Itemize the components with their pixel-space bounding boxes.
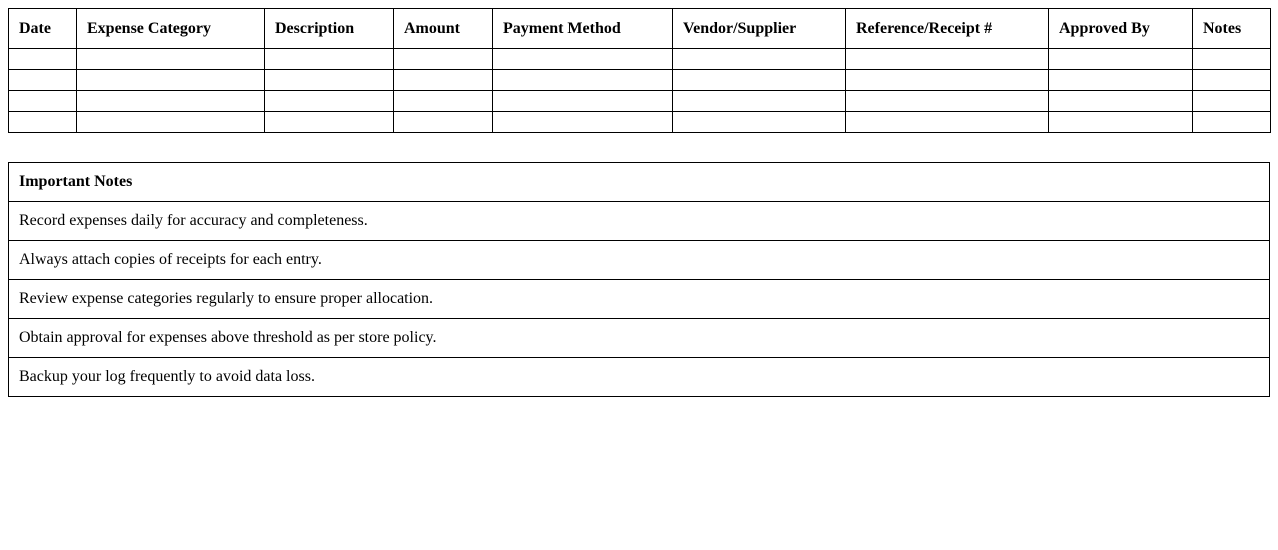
table-cell[interactable] (265, 49, 394, 70)
table-cell[interactable] (9, 49, 77, 70)
table-cell[interactable] (846, 70, 1049, 91)
table-cell[interactable] (394, 70, 493, 91)
table-row (9, 112, 1271, 133)
important-notes-table (8, 162, 1270, 397)
table-cell[interactable] (9, 112, 77, 133)
table-cell[interactable] (673, 49, 846, 70)
note-text: Backup your log frequently to avoid data loss. (9, 358, 1270, 397)
table-cell[interactable] (265, 91, 394, 112)
table-cell[interactable] (394, 49, 493, 70)
note-text: Always attach copies of receipts for each entry. (9, 241, 1270, 280)
table-cell[interactable] (846, 49, 1049, 70)
table-cell[interactable] (1193, 70, 1271, 91)
table-cell[interactable] (9, 91, 77, 112)
table-cell[interactable] (394, 112, 493, 133)
column-header-payment-method: Payment Method (493, 9, 673, 49)
list-item (9, 241, 1270, 280)
table-cell[interactable] (673, 91, 846, 112)
table-cell[interactable] (77, 91, 265, 112)
table-cell[interactable] (1049, 49, 1193, 70)
table-cell[interactable] (265, 70, 394, 91)
note-text: Review expense categories regularly to ensure proper allocation. (9, 280, 1270, 319)
table-cell[interactable] (846, 91, 1049, 112)
column-header-expense-category: Expense Category (77, 9, 265, 49)
table-header-row (9, 9, 1271, 49)
table-cell[interactable] (1049, 70, 1193, 91)
table-cell[interactable] (1049, 112, 1193, 133)
expense-log-table (8, 8, 1271, 133)
table-cell[interactable] (673, 112, 846, 133)
table-cell[interactable] (493, 49, 673, 70)
table-cell[interactable] (1193, 91, 1271, 112)
column-header-reference-receipt: Reference/Receipt # (846, 9, 1049, 49)
list-item (9, 358, 1270, 397)
notes-title: Important Notes (9, 163, 1270, 202)
column-header-vendor-supplier: Vendor/Supplier (673, 9, 846, 49)
table-cell[interactable] (77, 49, 265, 70)
note-text: Record expenses daily for accuracy and completeness. (9, 202, 1270, 241)
table-cell[interactable] (9, 70, 77, 91)
column-header-description: Description (265, 9, 394, 49)
table-cell[interactable] (1193, 49, 1271, 70)
table-cell[interactable] (493, 70, 673, 91)
table-row (9, 70, 1271, 91)
table-cell[interactable] (493, 112, 673, 133)
list-item (9, 202, 1270, 241)
list-item (9, 319, 1270, 358)
table-cell[interactable] (77, 70, 265, 91)
table-cell[interactable] (1193, 112, 1271, 133)
column-header-date: Date (9, 9, 77, 49)
table-cell[interactable] (846, 112, 1049, 133)
table-row (9, 49, 1271, 70)
column-header-approved-by: Approved By (1049, 9, 1193, 49)
notes-header-row (9, 163, 1270, 202)
note-text: Obtain approval for expenses above threshold as per store policy. (9, 319, 1270, 358)
table-cell[interactable] (493, 91, 673, 112)
table-cell[interactable] (673, 70, 846, 91)
column-header-amount: Amount (394, 9, 493, 49)
table-cell[interactable] (265, 112, 394, 133)
table-cell[interactable] (394, 91, 493, 112)
column-header-notes: Notes (1193, 9, 1271, 49)
list-item (9, 280, 1270, 319)
table-cell[interactable] (1049, 91, 1193, 112)
table-cell[interactable] (77, 112, 265, 133)
table-row (9, 91, 1271, 112)
